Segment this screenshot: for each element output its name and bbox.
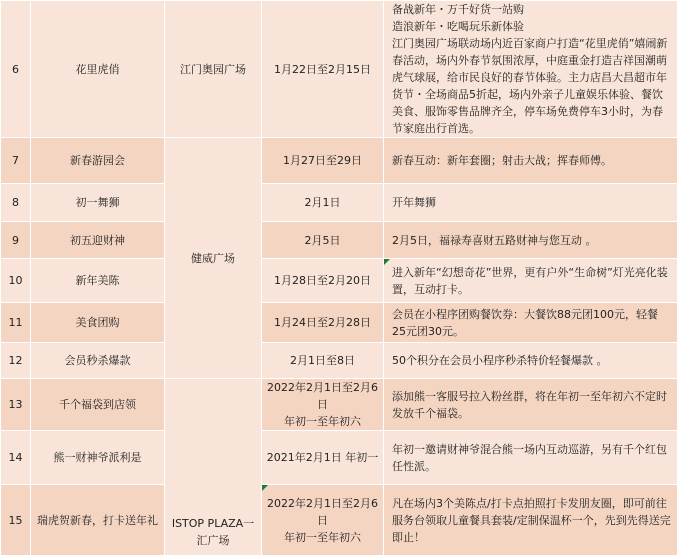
event-description: 开年舞狮	[384, 184, 677, 222]
event-name: 瑞虎贺新春，打卡送年礼	[31, 485, 165, 556]
row-number: 9	[1, 222, 31, 259]
table-row	[1, 343, 677, 379]
comment-marker-icon	[384, 259, 390, 265]
event-description: 凡在场内3个美陈点/打卡点拍照打卡发朋友圈，即可前往服务台领取儿童餐具套装/定制保温杯一个，先到先得送完即止！	[384, 485, 677, 556]
event-date: 1月24日至2月28日	[262, 303, 384, 343]
row-number: 11	[1, 303, 31, 343]
row-number: 10	[1, 259, 31, 303]
event-name: 会员秒杀爆款	[31, 343, 165, 379]
event-description: 年初一邀请财神爷混合熊一场内互动巡游，另有千个红包任性派。	[384, 431, 677, 485]
event-date: 2月1日	[262, 184, 384, 222]
table-row	[1, 184, 677, 222]
event-name: 花里虎俏	[31, 1, 165, 138]
table-row	[1, 485, 677, 556]
table-row	[1, 222, 677, 259]
event-name: 初五迎财神	[31, 222, 165, 259]
table-row	[1, 259, 677, 303]
event-description: 50个积分在会员小程序秒杀特价轻餐爆款 。	[384, 343, 677, 379]
event-description: 会员在小程序团购餐饮券：大餐饮88元团100元，轻餐25元团30元。	[384, 303, 677, 343]
event-description: 备战新年・万千好货一站购 造浪新年・吃喝玩乐新体验 江门奥园广场联动场内近百家商户打造“花里虎俏”嬉闹新春活动，场内外春节氛围浓厚，中庭重金打造吉祥国潮萌虎气球展，给市民良好的春节体验。主力店昌大昌超市年货节・全场商品5折起，场内外亲子儿童娱乐体验、餐饮美食、服饰零售品牌齐全，停车场免费停车3小时，为春节家庭出行首选。	[384, 1, 677, 138]
table-row	[1, 1, 677, 138]
venue-name: ISTOP PLAZA一汇广场	[165, 379, 262, 556]
row-number: 8	[1, 184, 31, 222]
table-row	[1, 303, 677, 343]
row-number: 13	[1, 379, 31, 431]
venue-name: 江门奥园广场	[165, 1, 262, 138]
event-date: 2021年2月1日 年初一	[262, 431, 384, 485]
table-row	[1, 138, 677, 184]
event-description: 新春互动：新年套圈；射击大战；挥春师傅。	[384, 138, 677, 184]
row-number: 15	[1, 485, 31, 556]
event-name: 初一舞狮	[31, 184, 165, 222]
event-name: 新春游园会	[31, 138, 165, 184]
venue-name: 健威广场	[165, 138, 262, 379]
event-name: 熊一财神爷派利是	[31, 431, 165, 485]
event-date: 1月22日至2月15日	[262, 1, 384, 138]
row-number: 12	[1, 343, 31, 379]
table-row	[1, 431, 677, 485]
event-date: 1月28日至2月20日	[262, 259, 384, 303]
event-date: 2022年2月1日至2月6日 年初一至年初六	[262, 485, 384, 556]
row-number: 14	[1, 431, 31, 485]
event-date: 2022年2月1日至2月6日 年初一至年初六	[262, 379, 384, 431]
event-date: 1月27日至29日	[262, 138, 384, 184]
row-number: 7	[1, 138, 31, 184]
comment-marker-icon	[262, 485, 268, 491]
table-row	[1, 379, 677, 431]
event-date: 2月5日	[262, 222, 384, 259]
event-name: 新年美陈	[31, 259, 165, 303]
event-description: 进入新年“幻想奇花”世界，更有户外“生命树”灯光亮化装置，互动打卡。	[384, 259, 677, 303]
event-description: 添加熊一客服号拉入粉丝群，将在年初一至年初六不定时发放千个福袋。	[384, 379, 677, 431]
event-name: 千个福袋到店领	[31, 379, 165, 431]
event-description: 2月5日，福禄寿喜财五路财神与您互动 。	[384, 222, 677, 259]
event-name: 美食团购	[31, 303, 165, 343]
event-date: 2月1日至8日	[262, 343, 384, 379]
row-number: 6	[1, 1, 31, 138]
